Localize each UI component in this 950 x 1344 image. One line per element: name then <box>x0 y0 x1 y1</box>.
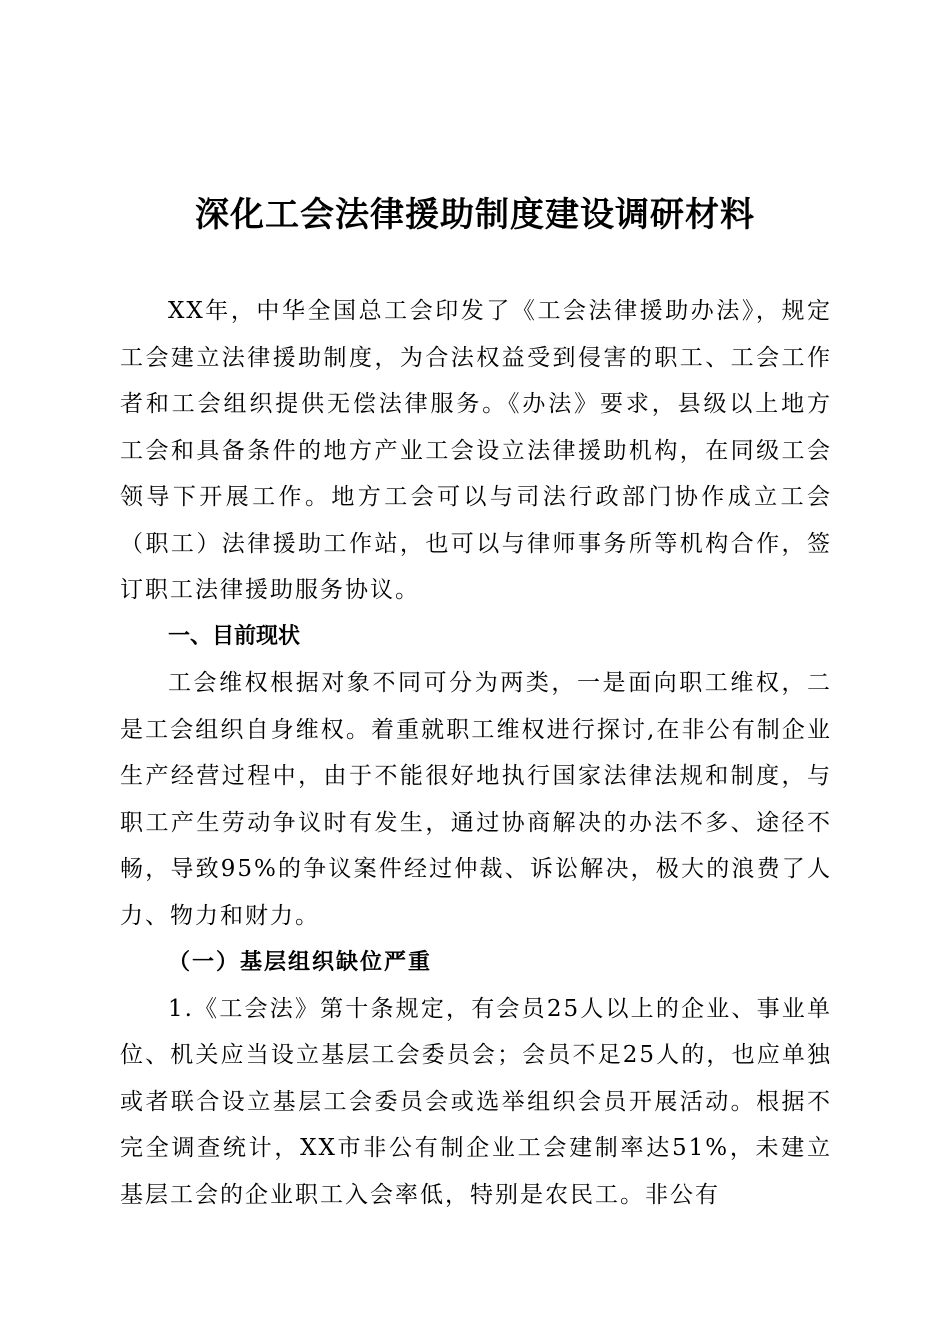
intro-paragraph: XX年，中华全国总工会印发了《工会法律援助办法》，规定工会建立法律援助制度，为合法权益受到侵害的职工、工会工作者和工会组织提供无偿法律服务。《办法》要求，县级以上地方工会和具备条件的地方产业工会设立法律援助机构，在同级工会领导下开展工作。地方工会可以与司法行政部门协作成立工会（职工）法律援助工作站，也可以与律师事务所等机构合作，签订职工法律援助服务协议。 <box>120 298 832 603</box>
section-paragraph-current-status: 工会维权根据对象不同可分为两类，一是面向职工维权，二是工会组织自身维权。着重就职工维权进行探讨,在非公有制企业生产经营过程中，由于不能很好地执行国家法律法规和制度，与职工产生劳动争议时有发生，通过协商解决的办法不多、途径不畅，导致95%的争议案件经过仲裁、诉讼解决，极大的浪费了人力、物力和财力。 <box>120 670 832 929</box>
subsection-paragraph-grassroots: 1.《工会法》第十条规定，有会员25人以上的企业、事业单位、机关应当设立基层工会委员会；会员不足25人的，也应单独或者联合设立基层工会委员会或选举组织会员开展活动。根据不完全调查统计，XX市非公有制企业工会建制率达51%，未建立基层工会的企业职工入会率低，特别是农民工。非公有 <box>120 995 832 1208</box>
document-title: 深化工会法律援助制度建设调研材料 <box>195 195 755 235</box>
document-body <box>120 288 832 1218</box>
subsection-heading-grassroots: （一）基层组织缺位严重 <box>168 949 433 975</box>
section-heading-current-status: 一、目前现状 <box>168 623 301 649</box>
